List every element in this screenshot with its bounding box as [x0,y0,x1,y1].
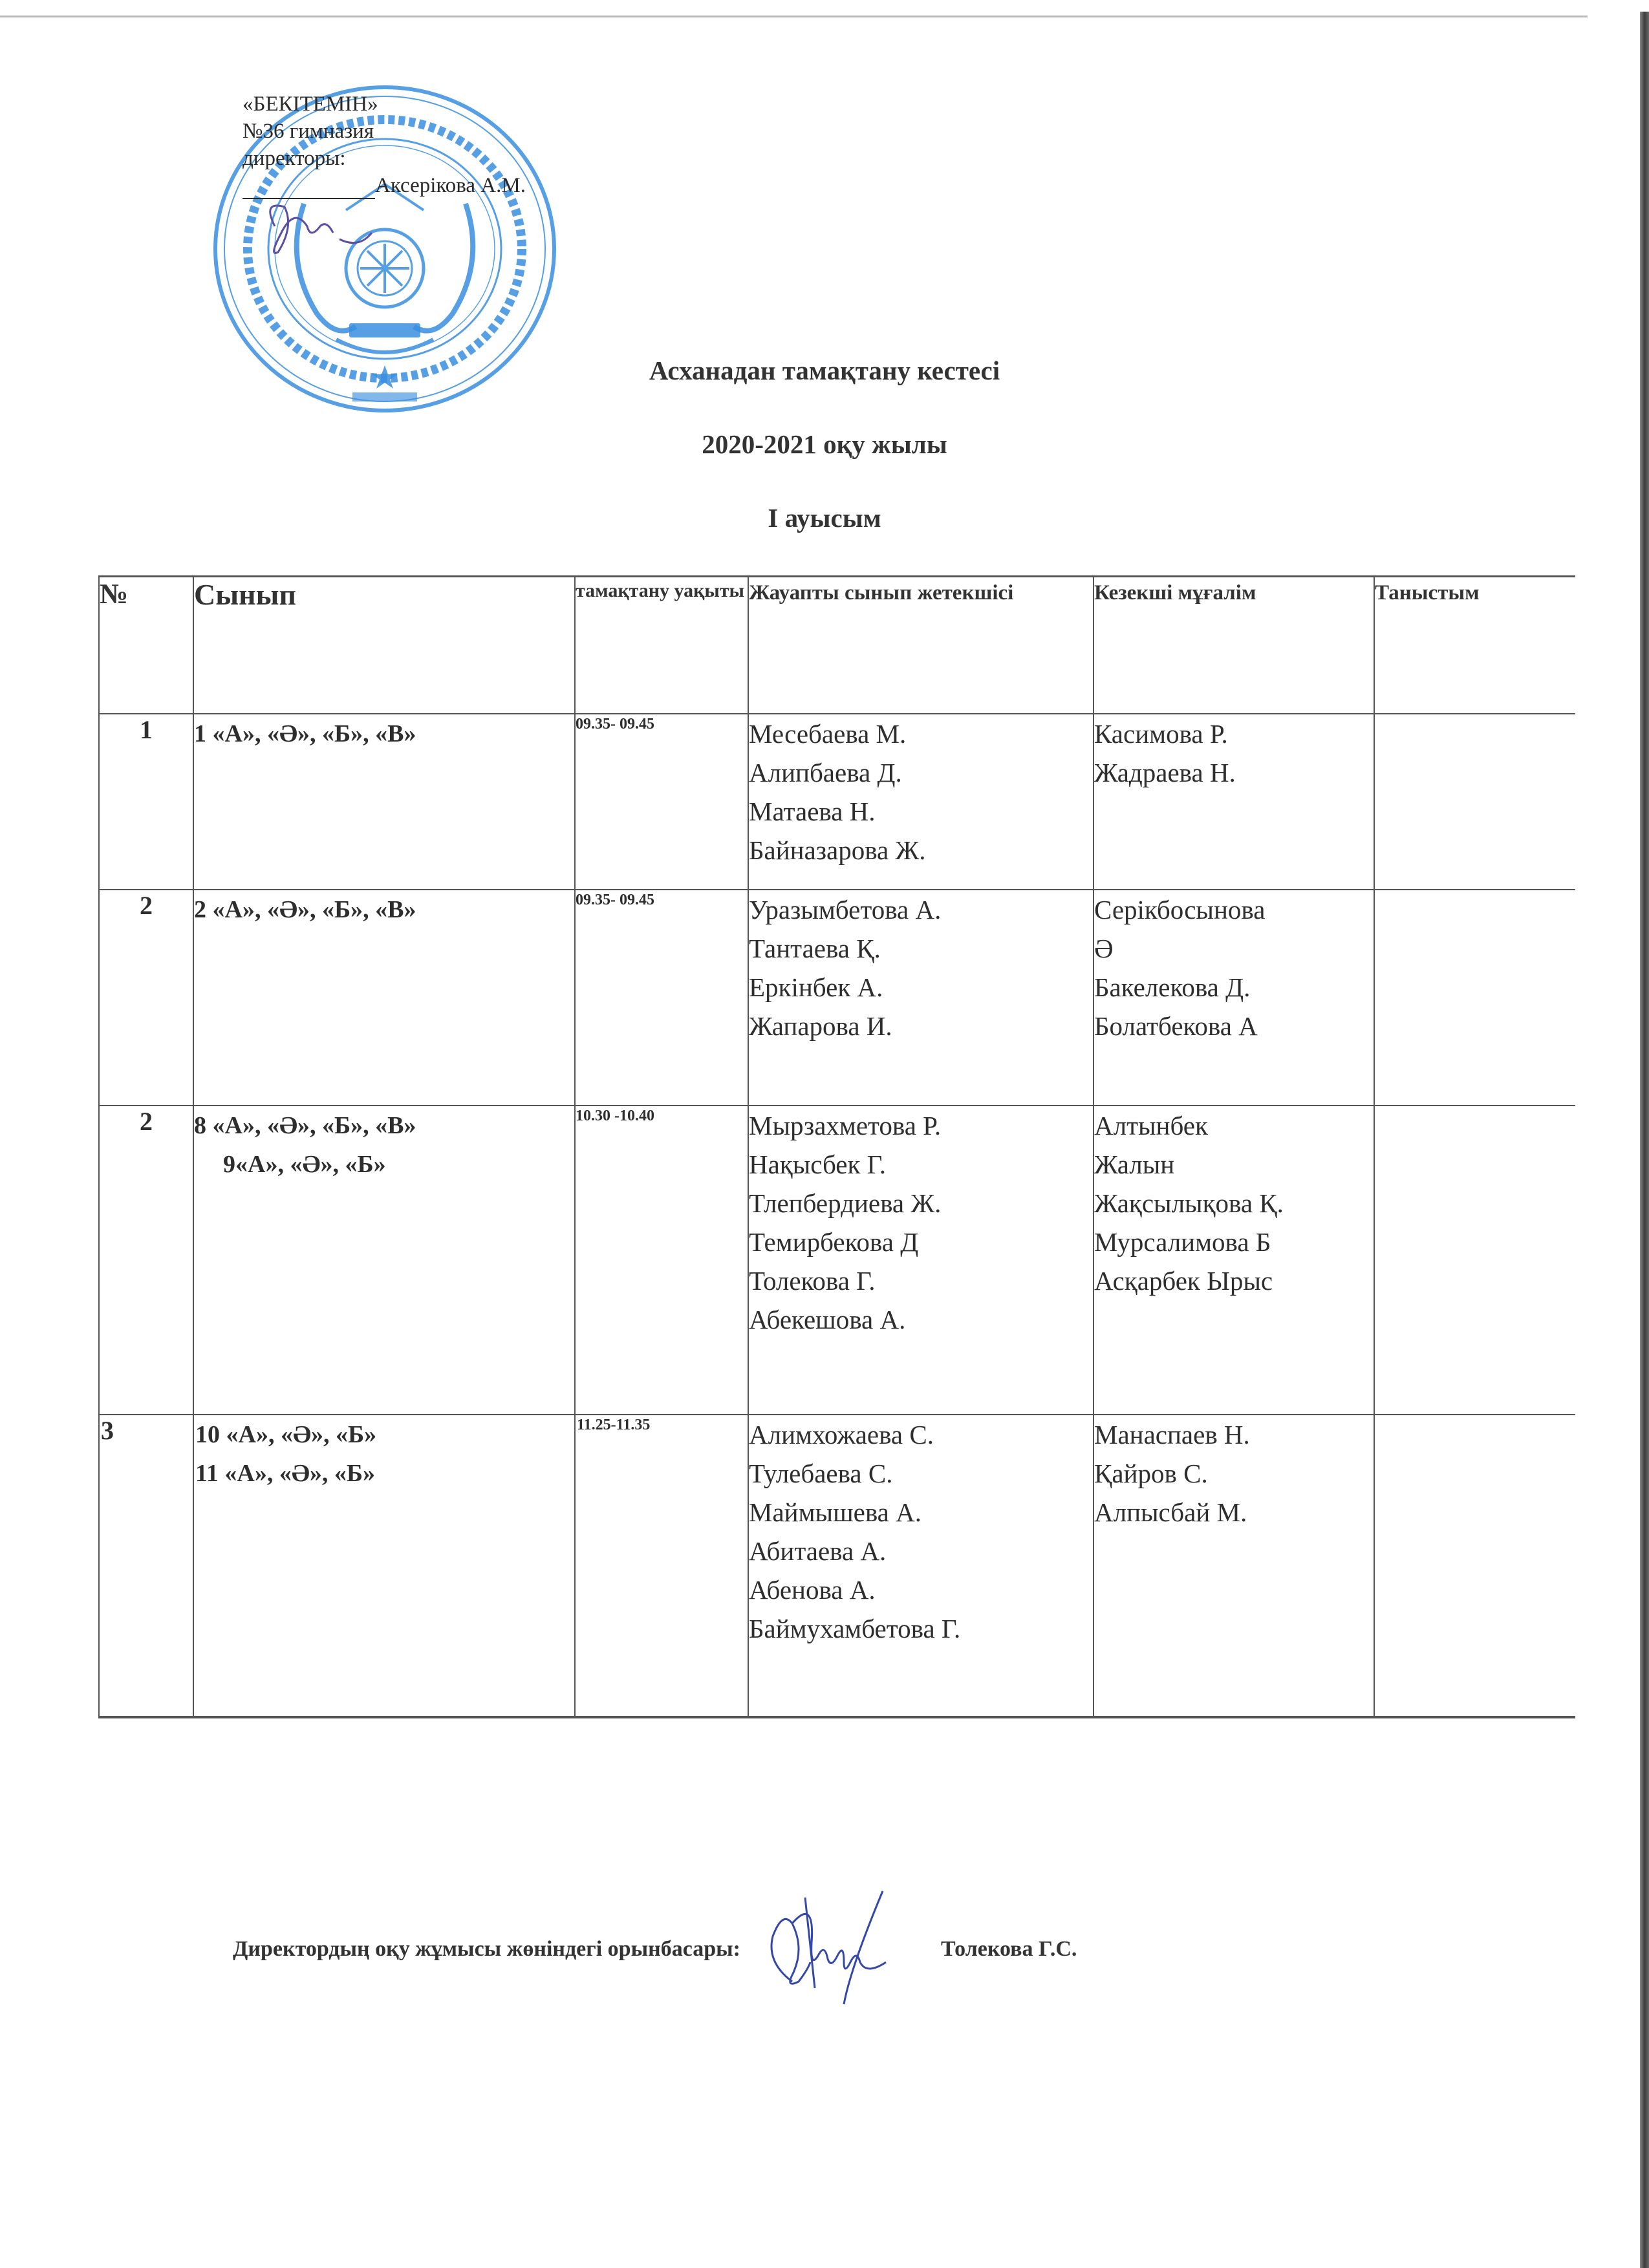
row-meal-time: 09.35- 09.45 [575,714,748,890]
row-number: 2 [99,890,193,1106]
teacher-name: Нақысбек Г. [749,1149,886,1179]
shift-label: І ауысым [768,503,881,533]
row-duty-teachers [1094,1415,1374,1717]
table-row [99,714,1575,890]
director-handwritten-signature [249,187,378,259]
table-header-row [99,577,1575,714]
teacher-name: Байназарова Ж. [749,835,926,865]
header-number: № [99,577,193,714]
scan-edge-line [0,16,1588,17]
class-group: 1 «А», «Ә», «Б», «В» [194,720,416,747]
class-group: 11 «А», «Ә», «Б» [195,1459,376,1487]
duty-teacher-name: Асқарбек Ырыс [1094,1265,1273,1296]
approval-school: №36 гимназия [242,120,374,143]
header-acknowledged: Таныстым [1374,577,1575,714]
header-duty-teacher: Кезекші мұғалім [1094,577,1374,714]
academic-year: 2020-2021 оқу жылы [702,429,947,459]
approval-role: директоры: [242,147,346,170]
meal-schedule-table [98,575,1575,1718]
director-name: Аксерікова А.М. [375,174,526,197]
class-group: 2 «А», «Ә», «Б», «В» [194,895,416,923]
row-number: 1 [99,714,193,890]
row-acknowledged-cell [1374,714,1575,890]
duty-teacher-name: Жадраева Н. [1094,757,1236,787]
duty-teacher-name: Жалын [1094,1149,1175,1179]
class-group: 9«А», «Ә», «Б» [223,1150,386,1178]
table-row [99,1106,1575,1415]
row-meal-time: 10.30 -10.40 [575,1106,748,1415]
duty-teacher-name: Мурсалимова Б [1094,1226,1271,1257]
duty-teacher-name: Серікбосынова [1094,894,1266,925]
row-class-teachers [748,714,1094,890]
teacher-name: Тлепбердиева Ж. [749,1188,942,1218]
duty-teacher-name: Алпысбай М. [1094,1497,1247,1527]
header-meal-time: тамақтану уақыты [575,577,748,714]
teacher-name: Абенова А. [749,1574,876,1605]
row-acknowledged-cell [1374,1106,1575,1415]
document-title: Асханадан тамақтану кестесі [649,356,1000,385]
teacher-name: Баймухамбетова Г. [749,1613,961,1643]
approval-text [242,91,605,199]
row-classes [193,714,575,890]
duty-teacher-name: Ә [1094,933,1114,963]
duty-teacher-name: Касимова Р. [1094,718,1228,749]
table-row [99,1415,1575,1717]
row-meal-time: 09.35- 09.45 [575,890,748,1106]
row-classes [193,1106,575,1415]
teacher-name: Алимхожаева С. [749,1419,934,1450]
duty-teacher-name: Болатбекова А [1094,1011,1258,1041]
teacher-name: Тантаева Қ. [749,933,881,963]
duty-teacher-name: Алтынбек [1094,1110,1208,1140]
title-block [0,354,1649,534]
teacher-name: Жапарова И. [749,1011,892,1041]
teacher-name: Толекова Г. [749,1265,876,1296]
teacher-name: Еркінбек А. [749,972,883,1002]
teacher-name: Маймышева А. [749,1497,921,1527]
row-acknowledged-cell [1374,890,1575,1106]
header-class-teacher: Жауапты сынып жетекшісі [748,577,1094,714]
approval-heading: «БЕКІТЕМІН» [242,92,378,116]
row-duty-teachers [1094,890,1374,1106]
row-classes [193,890,575,1106]
row-class-teachers [748,890,1094,1106]
row-class-teachers [748,1415,1094,1717]
table-row [99,890,1575,1106]
table-container [98,575,1575,1718]
class-group: 8 «А», «Ә», «Б», «В» [194,1111,416,1139]
row-meal-time: 11.25-11.35 [575,1415,748,1717]
teacher-name: Мырзахметова Р. [749,1110,942,1140]
header-class: Сынып [193,577,575,714]
row-duty-teachers [1094,714,1374,890]
teacher-name: Абекешова А. [749,1304,906,1334]
teacher-name: Уразымбетова А. [749,894,942,925]
deputy-handwritten-signature [753,1885,921,2014]
duty-teacher-name: Қайров С. [1094,1458,1208,1488]
duty-teacher-name: Жақсылықова Қ. [1094,1188,1284,1218]
row-number: 3 [99,1415,193,1717]
row-acknowledged-cell [1374,1415,1575,1717]
teacher-name: Тулебаева С. [749,1458,893,1488]
deputy-director-label: Директордың оқу жұмысы жөніндегі орынбасары: [233,1937,740,1961]
teacher-name: Темирбекова Д [749,1226,919,1257]
row-duty-teachers [1094,1106,1374,1415]
footer-signature-block [0,1885,1649,2014]
teacher-name: Месебаева М. [749,718,907,749]
row-class-teachers [748,1106,1094,1415]
duty-teacher-name: Манаспаев Н. [1094,1419,1250,1450]
teacher-name: Матаева Н. [749,796,876,826]
row-classes [193,1415,575,1717]
row-number: 2 [99,1106,193,1415]
teacher-name: Алипбаева Д. [749,757,902,787]
class-group: 10 «А», «Ә», «Б» [195,1420,377,1448]
teacher-name: Абитаева А. [749,1535,887,1566]
deputy-director-name: Толекова Г.С. [941,1937,1077,1961]
duty-teacher-name: Бакелекова Д. [1094,972,1251,1002]
